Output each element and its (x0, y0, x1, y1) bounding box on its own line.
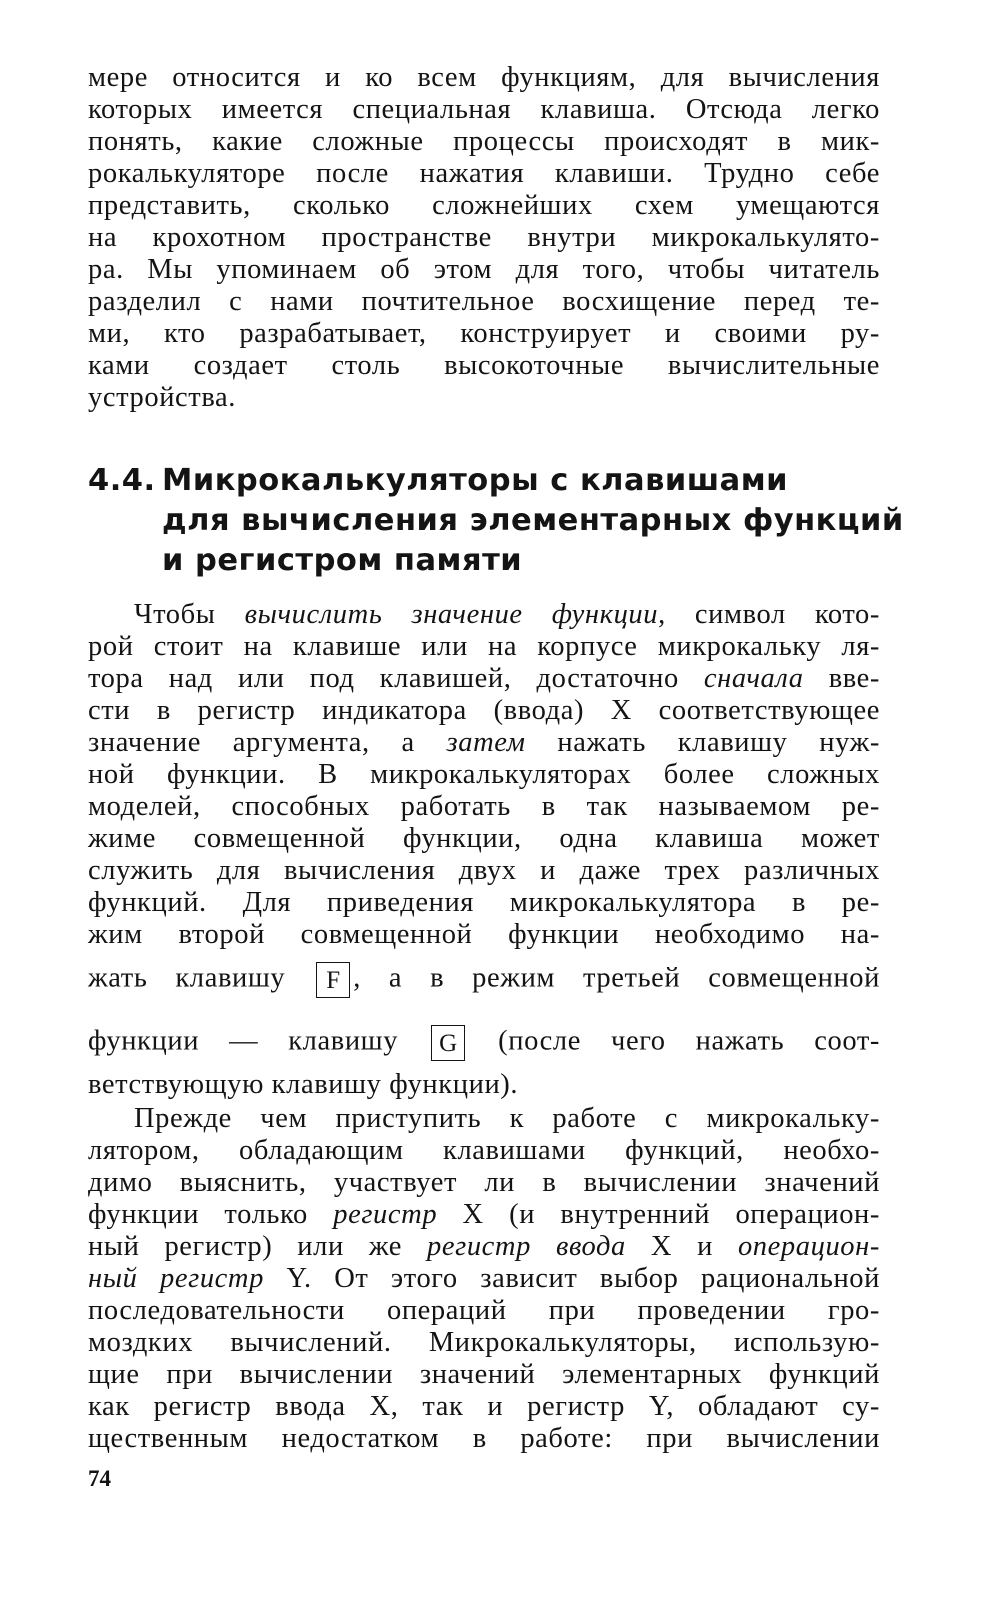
text-span: значение аргумента, а (88, 727, 447, 758)
italic-term: регистр (333, 1199, 438, 1230)
section-heading (88, 463, 788, 499)
text-line (88, 962, 880, 998)
text-line: представить, сколько сложнейших схем умещаются (88, 190, 880, 221)
text-line: щие при вычислении значений элементарных функций (88, 1359, 880, 1390)
text-span: функции только (88, 1199, 334, 1230)
text-line: мере относится и ко всем функциям, для вычисления (88, 62, 880, 93)
key-f-symbol: F (316, 962, 350, 998)
text-line: ветствующую клавишу функции). (88, 1069, 519, 1100)
text-line (88, 1025, 880, 1061)
text-span: , а в режим третьей совмещенной (353, 962, 881, 994)
text-line: разделил с нами почтительное восхищение перед те- (88, 286, 880, 317)
text-span: жать клавишу (88, 962, 314, 994)
text-span: Y. От этого зависит выбор рациональной (263, 1263, 880, 1294)
text-line: понять, какие сложные процессы происходят в мик- (88, 126, 880, 157)
text-line: устройства. (88, 382, 237, 413)
text-line (134, 599, 880, 631)
text-line (88, 727, 880, 759)
text-line: моздких вычислений. Микрокалькуляторы, использую- (88, 1327, 880, 1358)
text-span: Чтобы (134, 599, 245, 630)
text-line (88, 663, 880, 695)
text-line: как регистр ввода X, так и регистр Y, обладают су- (88, 1391, 880, 1422)
text-line: которых имеется специальная клавиша. Отсюда легко (88, 94, 880, 125)
section-title-line: Микрокалькуляторы с клавишами (162, 463, 789, 498)
text-span: , символ кото- (658, 599, 880, 630)
text-line: моделей, способных работать в так называемом ре- (88, 791, 880, 822)
text-line: на крохотном пространстве внутри микрокалькулято- (88, 222, 880, 253)
text-line (88, 1231, 880, 1263)
text-line (88, 1263, 880, 1295)
italic-term: регистр ввода (427, 1231, 626, 1262)
text-span: X и (625, 1231, 738, 1262)
italic-term: операцион- (737, 1231, 880, 1262)
section-number: 4.4. (88, 463, 156, 498)
text-line: жиме совмещенной функции, одна клавиша может (88, 823, 880, 854)
italic-term: затем (446, 727, 526, 758)
text-line: щественным недостатком в работе: при вычислении (88, 1423, 880, 1454)
text-line: ками создает столь высокоточные вычислительные (88, 350, 880, 381)
text-line: жим второй совмещенной функции необходимо на- (88, 919, 880, 950)
text-line: сти в регистр индикатора (ввода) X соответствующее (88, 695, 880, 726)
text-span: тора над или под клавишей, достаточно (88, 663, 704, 694)
text-span: ный регистр) или же (88, 1231, 428, 1262)
page-number: 74 (88, 1466, 111, 1491)
italic-term: ный регистр (88, 1263, 264, 1294)
italic-term: вычислить значение функции (244, 599, 659, 630)
key-g-symbol: G (431, 1025, 465, 1061)
text-line: ми, кто разрабатывает, конструирует и своими ру- (88, 318, 880, 349)
text-line: служить для вычисления двух и даже трех различных (88, 855, 880, 886)
text-line: рой стоит на клавише или на корпусе микрокальку ля- (88, 631, 880, 662)
text-line: ной функции. В микрокалькуляторах более сложных (88, 759, 880, 790)
text-line: лятором, обладающим клавишами функций, необхо- (88, 1135, 880, 1166)
text-line: Прежде чем приступить к работе с микрокальку- (134, 1103, 880, 1134)
text-span: (после чего нажать соот- (468, 1025, 880, 1057)
text-line (88, 1199, 880, 1231)
text-line: димо выяснить, участвует ли в вычислении значений (88, 1167, 880, 1198)
italic-term: сначала (703, 663, 804, 694)
text-line: ра. Мы упоминаем об этом для того, чтобы читатель (88, 254, 880, 285)
text-line: функций. Для приведения микрокалькулятора в ре- (88, 887, 880, 918)
text-span: функции — клавишу (88, 1025, 429, 1057)
text-line: последовательности операций при проведении гро- (88, 1295, 880, 1326)
text-span: X (и внутренний операцион- (437, 1199, 881, 1230)
text-span: нажать клавишу нуж- (525, 727, 880, 758)
section-title-line: и регистром памяти (162, 543, 523, 578)
text-line: рокалькуляторе после нажатия клавиши. Трудно себе (88, 158, 880, 189)
section-title-line: для вычисления элементарных функций (162, 503, 904, 538)
text-span: вве- (803, 663, 880, 694)
